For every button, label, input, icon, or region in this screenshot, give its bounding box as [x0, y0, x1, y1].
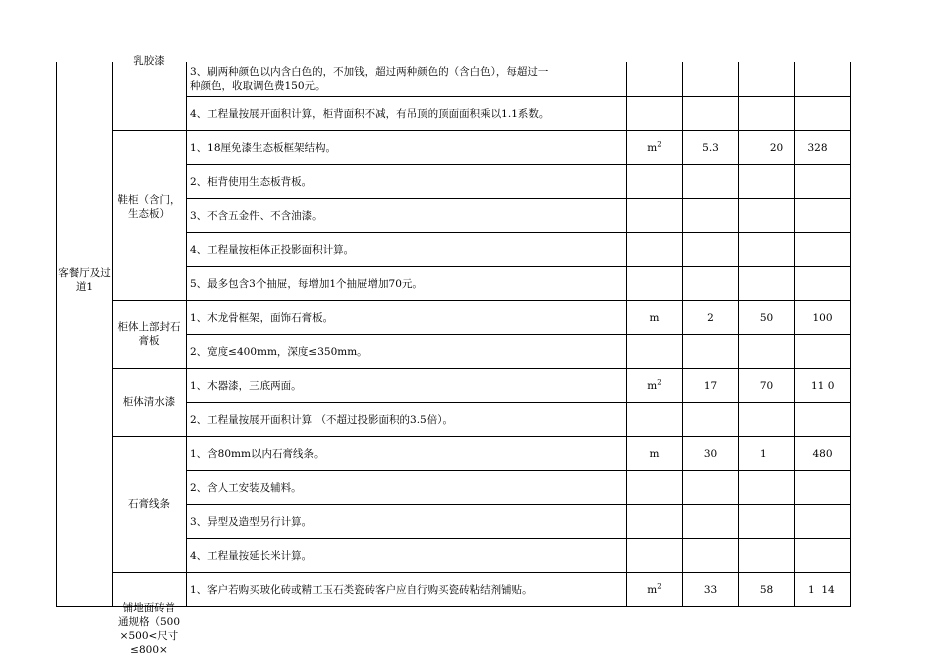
row-description: 2、工程量按展开面积计算 （不超过投影面积的3.5倍）。	[190, 414, 453, 426]
unit-cell: $m^2$	[647, 140, 662, 154]
row-description: 2、柜背使用生态板背板。	[190, 176, 313, 188]
price-cell: 50	[759, 312, 774, 324]
row-description: 1、木器漆，三底两面。	[190, 380, 302, 392]
row-line	[186, 402, 851, 403]
row-line	[186, 198, 851, 199]
quantity-cell: 17	[703, 380, 718, 392]
category-label-line: ×500<尺寸	[119, 630, 179, 642]
total-cell: 1 14	[808, 584, 835, 596]
row-description: 1、客户若购买玻化砖或精工玉石类瓷砖客户应自行购买瓷砖粘结剂铺贴。	[190, 584, 533, 596]
category-label-line: 通规格（500	[117, 616, 181, 628]
row-line	[186, 470, 851, 471]
row-description: 3、异型及造型另行计算。	[190, 516, 313, 528]
quantity-cell: 2	[707, 312, 714, 324]
unit-cell: m	[649, 312, 660, 324]
row-line	[112, 368, 851, 369]
row-description: 4、工程量按延长米计算。	[190, 550, 313, 562]
total-cell: 100	[812, 312, 833, 324]
category-label: 柜体清水漆	[122, 396, 176, 408]
row-line	[186, 266, 851, 267]
quantity-cell: 33	[703, 584, 718, 596]
row-line	[186, 232, 851, 233]
row-line	[112, 436, 851, 437]
row-line	[186, 164, 851, 165]
unit-cell: m	[649, 448, 660, 460]
row-description: 2、宽度≤400mm，深度≤350mm。	[190, 346, 368, 358]
row-line	[112, 572, 851, 573]
price-cell: 58	[759, 584, 774, 596]
row-description: 2、含人工安装及辅料。	[190, 482, 302, 494]
row-line	[186, 504, 851, 505]
price-cell: 20	[769, 142, 784, 154]
unit-cell: $m^2$	[647, 582, 662, 596]
grid-line	[112, 62, 113, 606]
row-line	[186, 334, 851, 335]
total-cell: 480	[812, 448, 833, 460]
grid-line	[56, 62, 57, 606]
area-label: 客餐厅及过道1	[58, 267, 111, 293]
row-description: 4、工程量按柜体正投影面积计算。	[190, 244, 355, 256]
quantity-cell: 30	[703, 448, 718, 460]
row-description: 1、18厘免漆生态板框架结构。	[190, 142, 337, 154]
quantity-cell: 5.3	[702, 142, 719, 154]
row-description: 3、不含五金件、不含油漆。	[190, 210, 323, 222]
price-cell: 1	[760, 448, 767, 460]
row-description: 1、含80mm以内石膏线条。	[190, 448, 325, 460]
category-label: 乳胶漆	[133, 55, 165, 67]
price-cell: 70	[759, 380, 774, 392]
row-line	[112, 300, 851, 301]
category-label: 石膏线条	[128, 498, 170, 510]
category-label-line: 铺地面砖普	[122, 602, 176, 614]
row-description: 1、木龙骨框架，面饰石膏板。	[190, 312, 334, 324]
row-line	[186, 96, 851, 97]
category-label: 鞋柜（含门，生态板）	[117, 194, 181, 220]
row-description: 4、工程量按展开面积计算，柜背面积不减，有吊顶的顶面面积乘以1.1系数。	[190, 108, 550, 120]
total-cell: 328	[807, 142, 828, 154]
row-description: 3、刷两种颜色以内含白色的，不加钱，超过两种颜色的（含白色），每超过一	[190, 66, 549, 78]
row-description: 5、最多包含3个抽屉，每增加1个抽屉增加70元。	[190, 278, 423, 290]
category-label: 柜体上部封石膏板	[117, 321, 181, 347]
row-line	[186, 538, 851, 539]
row-line	[112, 130, 851, 131]
row-description: 种颜色，收取调色费150元。	[190, 80, 326, 92]
category-label-line: ≤800×	[130, 644, 168, 656]
total-cell: 11 0	[811, 380, 835, 392]
unit-cell: $m^2$	[647, 378, 662, 392]
